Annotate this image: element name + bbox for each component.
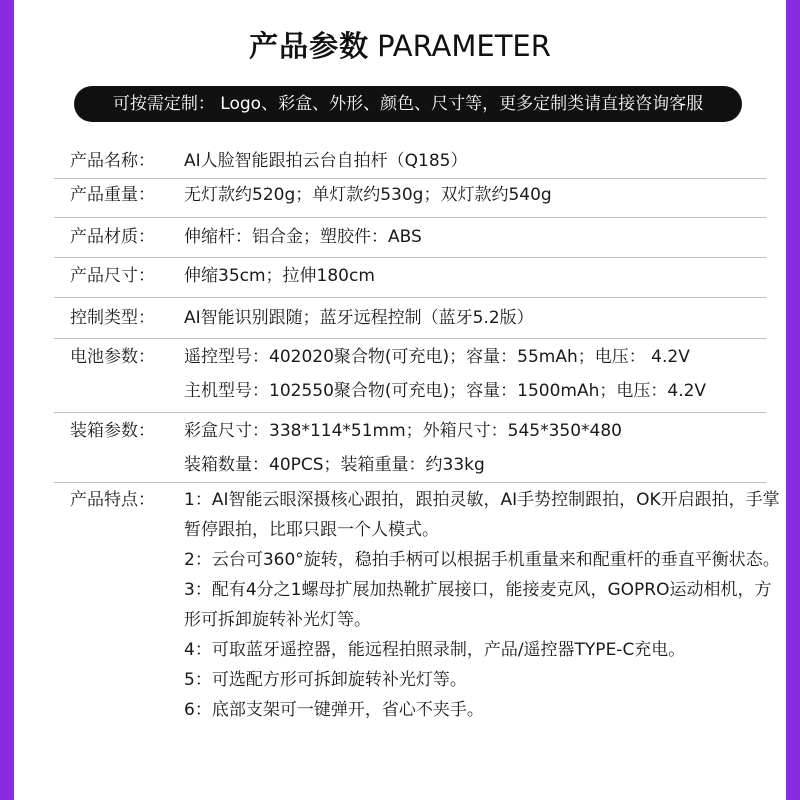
spec-value: AI智能识别跟随；蓝牙远程控制（蓝牙5.2版）	[184, 308, 534, 328]
customization-banner: 可按需定制： Logo、彩盒、外形、颜色、尺寸等，更多定制类请直接咨询客服	[74, 86, 742, 122]
spec-value: 彩盒尺寸：338*114*51mm；外箱尺寸：545*350*480 装箱数量：40PCS；装箱重量：约33kg	[184, 421, 622, 475]
page-title	[14, 26, 786, 66]
spec-value: 无灯款约520g；单灯款约530g；双灯款约540g	[184, 185, 552, 205]
list-item: 3：配有4分之1螺母扩展加热靴扩展接口，能接麦克风，GOPRO运动相机，方形可拆卸旋转补光灯等。	[184, 580, 772, 630]
spec-value: 伸缩杆：铝合金；塑胶件：ABS	[184, 227, 422, 247]
divider	[54, 412, 766, 413]
divider	[54, 482, 766, 483]
spec-sheet	[14, 0, 786, 800]
spec-label: 产品名称：	[70, 151, 155, 171]
spec-label: 装箱参数：	[70, 421, 155, 441]
feature-list	[184, 485, 784, 725]
spec-label: 产品重量：	[70, 185, 155, 205]
list-item: 6：底部支架可一键弹开，省心不夹手。	[184, 700, 484, 720]
divider	[54, 338, 766, 339]
spec-value: 伸缩35cm；拉伸180cm	[184, 266, 375, 286]
spec-value: AI人脸智能跟拍云台自拍杆（Q185）	[184, 151, 468, 171]
spec-value: 遥控型号：402020聚合物(可充电)；容量：55mAh；电压： 4.2V 主机型号：102550聚合物(可充电)；容量：1500mAh；电压：4.2V	[184, 347, 707, 401]
divider	[54, 297, 766, 298]
divider	[54, 217, 766, 218]
spec-label: 电池参数：	[70, 347, 155, 367]
list-item: 4：可取蓝牙遥控器，能远程拍照录制，产品/遥控器TYPE-C充电。	[184, 640, 686, 660]
spec-label: 产品材质：	[70, 227, 155, 247]
title-chinese: 产品参数	[249, 29, 370, 63]
spec-label: 控制类型：	[70, 308, 155, 328]
title-english: PARAMETER	[377, 29, 551, 63]
list-item: 2：云台可360°旋转，稳拍手柄可以根据手机重量来和配重杆的垂直平衡状态。	[184, 550, 780, 570]
divider	[54, 257, 766, 258]
spec-label: 产品尺寸：	[70, 266, 155, 286]
list-item: 5：可选配方形可拆卸旋转补光灯等。	[184, 670, 467, 690]
list-item: 1：AI智能云眼深摄核心跟拍，跟拍灵敏，AI手势控制跟拍，OK开启跟拍，手掌暂停跟拍，比耶只跟一个人模式。	[184, 490, 780, 540]
spec-label: 产品特点：	[70, 490, 155, 510]
